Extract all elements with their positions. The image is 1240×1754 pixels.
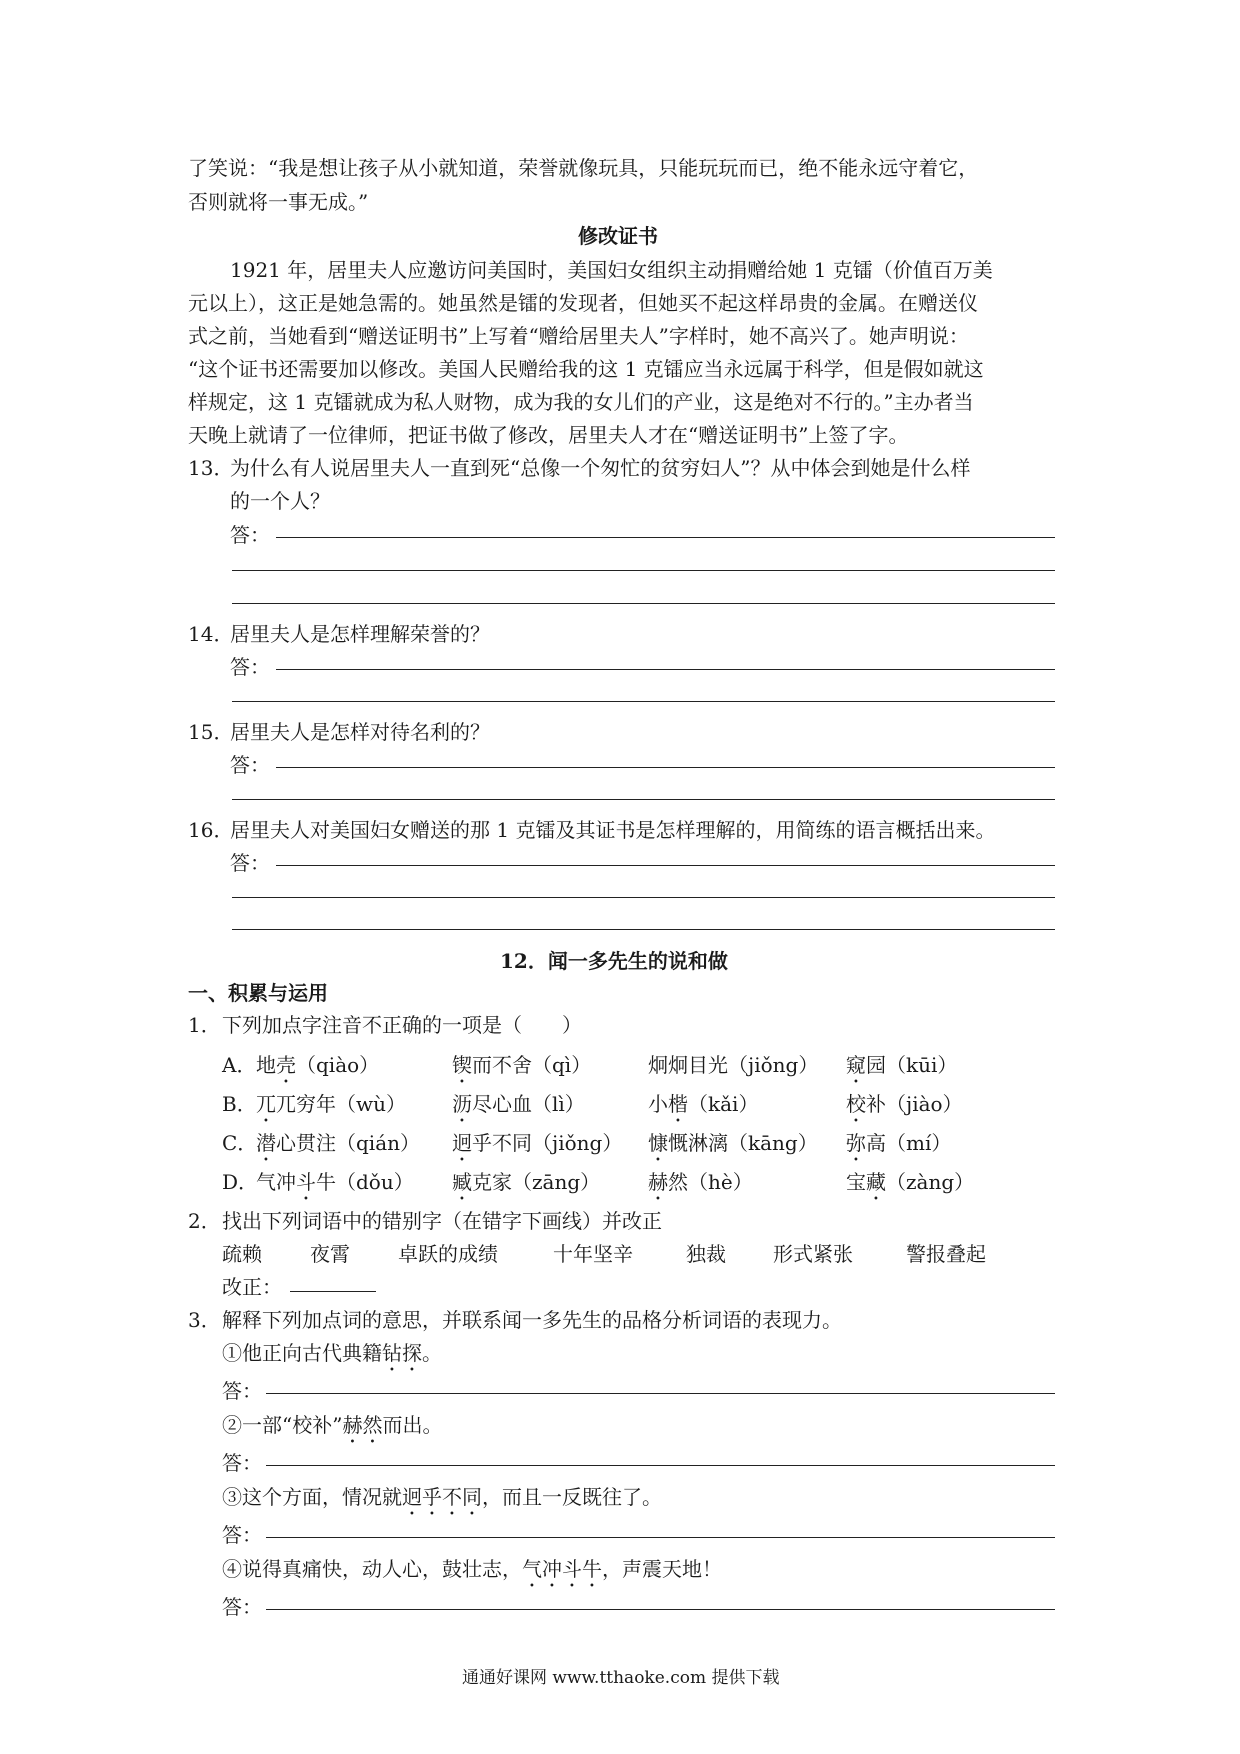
option-label: C． [222, 1131, 258, 1155]
pinyin-option: 赫然（hè） [648, 1170, 753, 1194]
answer-line[interactable] [232, 929, 1055, 930]
answer-line[interactable] [266, 1609, 1055, 1610]
answer-line[interactable] [232, 799, 1055, 800]
fix-label: 改正： [222, 1275, 282, 1299]
pinyin-option: 窥园（kūi） [846, 1053, 958, 1077]
part-title: 一、积累与运用 [188, 981, 328, 1005]
pinyin-option: 弥高（mí） [846, 1131, 952, 1155]
item-number: 3． [188, 1308, 221, 1332]
answer-line[interactable] [276, 669, 1055, 670]
pinyin-option: 臧克家（zāng） [452, 1170, 601, 1194]
answer-line[interactable] [266, 1537, 1055, 1538]
question-text: 居里夫人是怎样理解荣誉的？ [230, 622, 490, 646]
pinyin-option: 锲而不舍（qì） [452, 1053, 592, 1077]
paragraph-line: “这个证书还需要加以修改。美国人民赠给我的这 1 克镭应当永远属于科学，但是假如就这 [188, 357, 984, 381]
question-text: 居里夫人是怎样对待名利的？ [230, 720, 490, 744]
question-text: 的一个人？ [230, 489, 330, 513]
question-text: 为什么有人说居里夫人一直到死“总像一个匆忙的贫穷妇人”？从中体会到她是什么样 [230, 456, 971, 480]
pinyin-option: 迥乎不同（jiǒng） [452, 1131, 623, 1155]
word: 夜霄 [310, 1242, 350, 1266]
item-number: 1． [188, 1013, 221, 1037]
paragraph-line: 样规定，这 1 克镭就成为私人财物，成为我的女儿们的产业，这是绝对不行的。”主办者当 [188, 390, 974, 414]
answer-label: 答： [230, 753, 270, 777]
pinyin-option: 慷慨淋漓（kāng） [648, 1131, 818, 1155]
option-label: A． [222, 1053, 257, 1077]
answer-line[interactable] [276, 865, 1055, 866]
pinyin-option: 宝藏（zàng） [846, 1170, 975, 1194]
question-number: 13． [188, 456, 234, 480]
question-number: 16． [188, 818, 234, 842]
paragraph-line: 元以上），这正是她急需的。她虽然是镭的发现者，但她买不起这样昂贵的金属。在赠送仪 [188, 291, 978, 315]
sub-question: ③这个方面，情况就迥乎不同，而且一反既往了。 [222, 1485, 662, 1509]
answer-line[interactable] [232, 570, 1055, 571]
answer-line[interactable] [276, 767, 1055, 768]
item-number: 2． [188, 1209, 221, 1233]
sub-question: ②一部“校补”赫然而出。 [222, 1413, 443, 1437]
item-text: 找出下列词语中的错别字（在错字下画线）并改正 [222, 1209, 662, 1233]
word: 独裁 [686, 1242, 726, 1266]
answer-line[interactable] [266, 1393, 1055, 1394]
answer-label: 答： [230, 523, 270, 547]
answer-label: 答： [222, 1595, 262, 1619]
paragraph-line: 1921 年，居里夫人应邀访问美国时，美国妇女组织主动捐赠给她 1 克镭（价值百万美 [230, 258, 993, 282]
pinyin-option: 校补（jiào） [846, 1092, 963, 1116]
sub-question: ①他正向古代典籍钻探。 [222, 1341, 442, 1365]
answer-line[interactable] [232, 897, 1055, 898]
question-text: 居里夫人对美国妇女赠送的那 1 克镭及其证书是怎样理解的，用简练的语言概括出来。 [230, 818, 996, 842]
footer-text: 通通好课网 www.tthaoke.com 提供下载 [462, 1668, 780, 1688]
pinyin-option: 炯炯目光（jiǒng） [648, 1053, 819, 1077]
fix-answer-line[interactable] [290, 1291, 376, 1292]
option-label: D． [222, 1170, 259, 1194]
answer-label: 答： [230, 655, 270, 679]
word: 卓跃的成绩 [398, 1242, 498, 1266]
answer-line[interactable] [232, 701, 1055, 702]
item-text: 解释下列加点词的意思，并联系闻一多先生的品格分析词语的表现力。 [222, 1308, 842, 1332]
pinyin-option: 气冲斗牛（dǒu） [256, 1170, 414, 1194]
paragraph-line: 天晚上就请了一位律师，把证书做了修改，居里夫人才在“赠送证明书”上签了字。 [188, 423, 909, 447]
pinyin-option: 潜心贯注（qián） [256, 1131, 421, 1155]
section-title: 修改证书 [578, 224, 658, 248]
pinyin-option: 小楷（kǎi） [648, 1092, 759, 1116]
paragraph-line: 式之前，当她看到“赠送证明书”上写着“赠给居里夫人”字样时，她不高兴了。她声明说： [188, 324, 969, 348]
word: 十年坚辛 [553, 1242, 633, 1266]
sub-question: ④说得真痛快，动人心，鼓壮志，气冲斗牛，声震天地！ [222, 1557, 722, 1581]
story-text-line: 了笑说：“我是想让孩子从小就知道，荣誉就像玩具，只能玩玩而已，绝不能永远守着它， [188, 156, 979, 180]
pinyin-option: 兀兀穷年（wù） [256, 1092, 406, 1116]
option-label: B． [222, 1092, 257, 1116]
word: 形式紧张 [773, 1242, 853, 1266]
answer-line[interactable] [266, 1465, 1055, 1466]
question-number: 14． [188, 622, 234, 646]
word: 疏赖 [222, 1242, 262, 1266]
story-text-line: 否则就将一事无成。” [188, 190, 369, 214]
answer-label: 答： [222, 1451, 262, 1475]
pinyin-option: 地壳（qiào） [256, 1053, 380, 1077]
word: 警报叠起 [906, 1242, 986, 1266]
answer-label: 答： [222, 1379, 262, 1403]
answer-line[interactable] [276, 537, 1055, 538]
pinyin-option: 沥尽心血（lì） [452, 1092, 585, 1116]
lesson-title: 12．闻一多先生的说和做 [500, 949, 728, 973]
answer-label: 答： [230, 851, 270, 875]
answer-line[interactable] [232, 603, 1055, 604]
question-number: 15． [188, 720, 234, 744]
answer-label: 答： [222, 1523, 262, 1547]
item-text: 下列加点字注音不正确的一项是（ ） [222, 1013, 582, 1037]
